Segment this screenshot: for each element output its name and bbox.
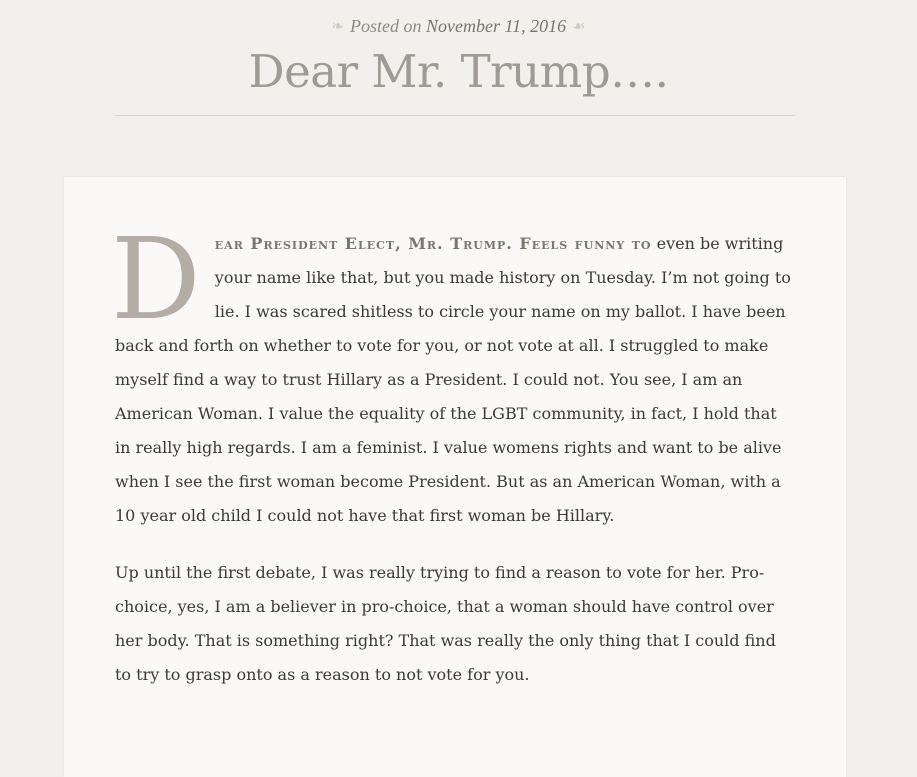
article-paragraph: Up until the first debate, I was really trying to find a reason to vote for her. Pro-choice, yes, I am a believer in pro-choice, that a woman should have control over her body. That is something right? That was really the only thing that I could find to try to grasp onto as a reason to not vote for you. bbox=[115, 563, 776, 684]
article-body bbox=[111, 215, 795, 715]
posted-on-label: Posted on bbox=[349, 16, 422, 36]
ornament-left-icon: ❧ bbox=[331, 19, 344, 35]
article-paragraph bbox=[111, 215, 795, 533]
title-divider bbox=[115, 115, 795, 116]
post-title: Dear Mr. Trump…. bbox=[248, 45, 669, 98]
lead-in-text: ear President Elect, Mr. Trump. Feels funny to bbox=[214, 234, 652, 253]
ornament-right-icon: ☙ bbox=[572, 19, 586, 35]
drop-cap: D bbox=[111, 215, 201, 345]
post-meta bbox=[0, 14, 917, 39]
post-date-link[interactable]: November 11, 2016 bbox=[425, 16, 567, 36]
paragraph-1-text: even be writing your name like that, but you made history on Tuesday. I’m not going to lie. I was scared shitless to circle your name on my ballot. I have been back and forth on whether to vote for you, or not vote at all. I struggled to make myself find a way to trust Hillary as a President. I could not. You see, I am an American Woman. I value the equality of the LGBT community, in fact, I hold that in really high regards. I am a feminist. I value womens rights and want to be alive when I see the first woman become President. But as an American Woman, with a 10 year old child I could not have that first woman be Hillary. bbox=[115, 234, 791, 525]
